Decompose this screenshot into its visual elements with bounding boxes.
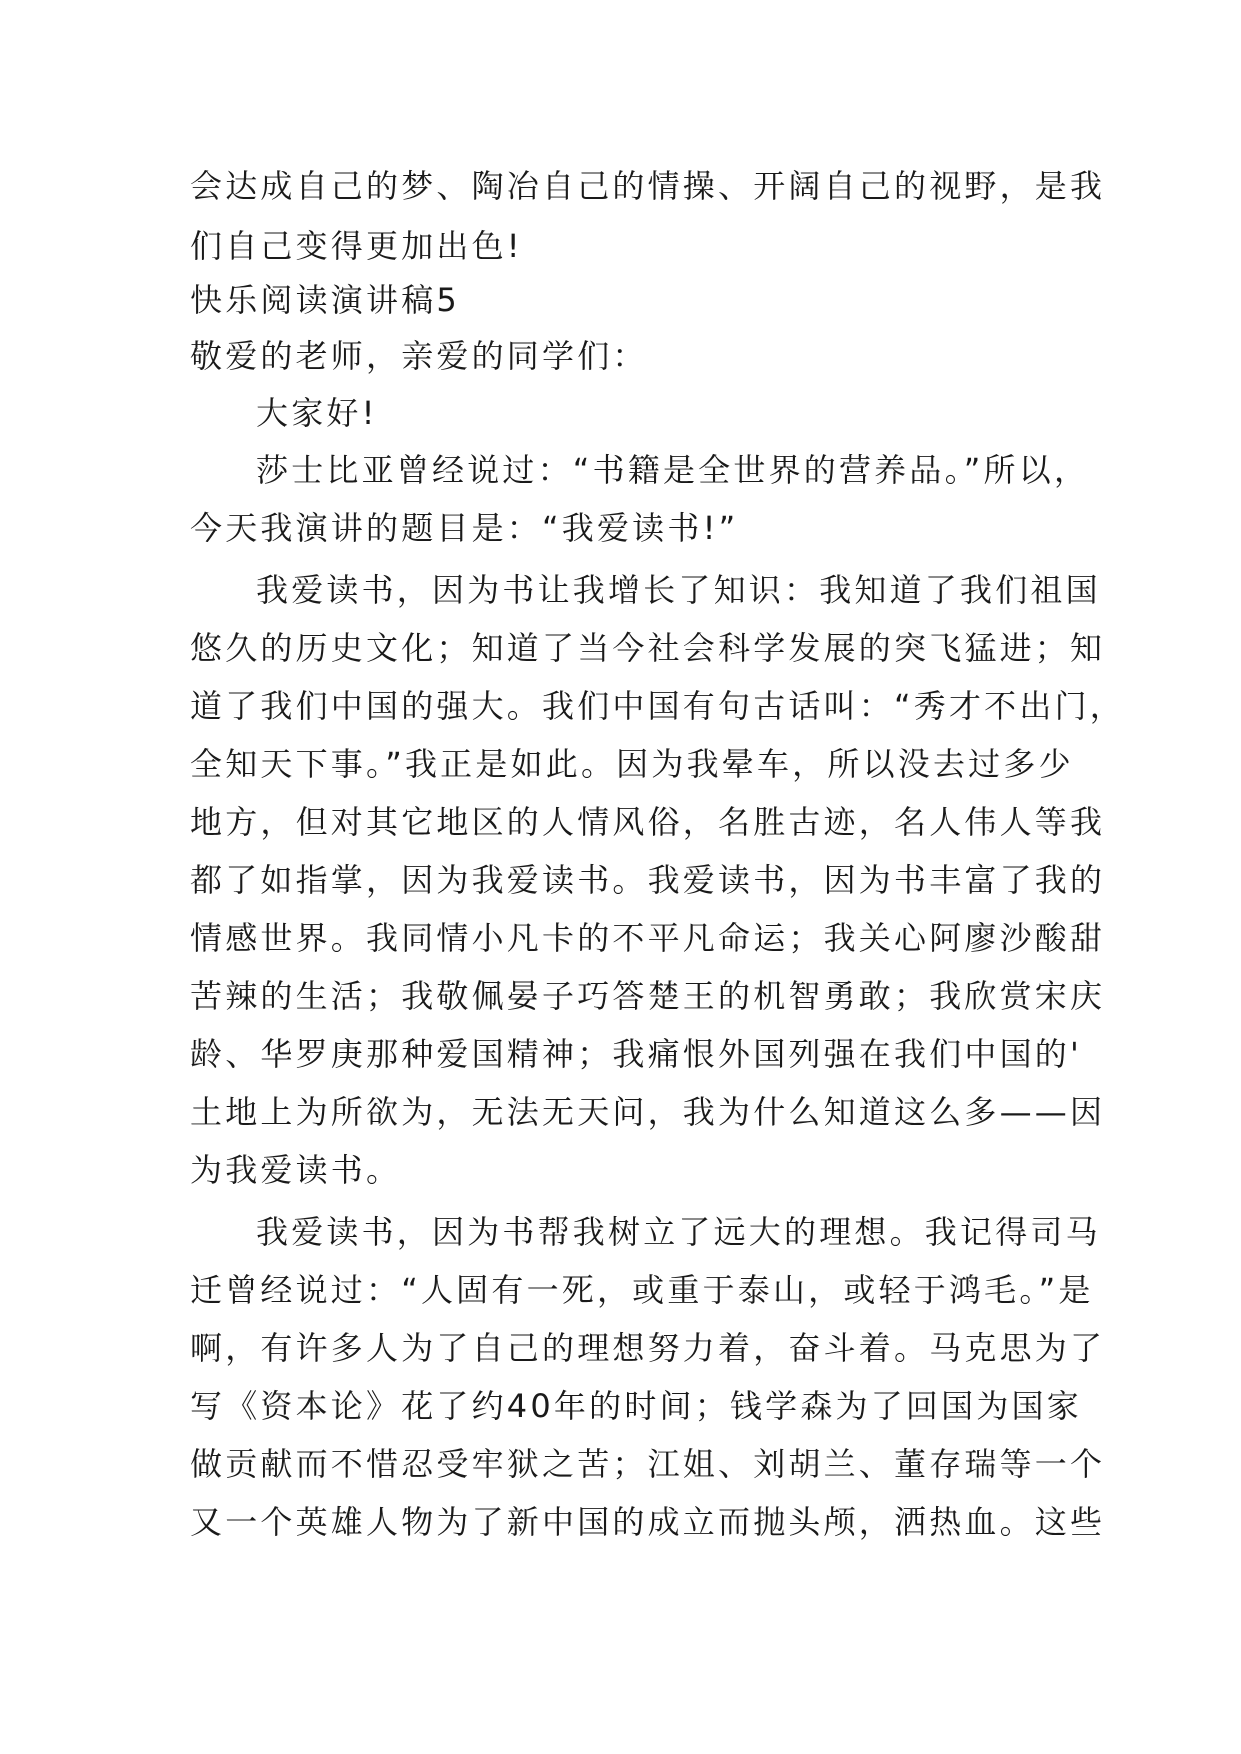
paragraph-line: 情感世界。我同情小凡卡的不平凡命运；我关心阿廖沙酸甜 (190, 919, 1106, 957)
paragraph-line: 都了如指掌，因为我爱读书。我爱读书，因为书丰富了我的 (190, 861, 1106, 899)
paragraph-line: 为我爱读书。 (190, 1151, 402, 1189)
paragraph-line: 土地上为所欲为，无法无天问，我为什么知道这么多——因 (190, 1093, 1106, 1131)
salutation: 敬爱的老师，亲爱的同学们： (190, 337, 648, 375)
paragraph-line: 悠久的历史文化；知道了当今社会科学发展的突飞猛进；知 (190, 629, 1106, 667)
paragraph-line: 道了我们中国的强大。我们中国有句古话叫：“秀才不出门， (190, 687, 1125, 725)
paragraph-line: 迁曾经说过：“人固有一死，或重于泰山，或轻于鸿毛。”是 (190, 1271, 1094, 1309)
paragraph-line: 苦辣的生活；我敬佩晏子巧答楚王的机智勇敢；我欣赏宋庆 (190, 977, 1106, 1015)
paragraph-line: 写《资本论》花了约40年的时间；钱学森为了回国为国家 (190, 1387, 1082, 1425)
paragraph-line: 我爱读书，因为书让我增长了知识：我知道了我们祖国 (256, 571, 1101, 609)
paragraph-line: 今天我演讲的题目是：“我爱读书!” (190, 509, 739, 547)
paragraph-line: 做贡献而不惜忍受牢狱之苦；江姐、刘胡兰、董存瑞等一个 (190, 1445, 1106, 1483)
greeting: 大家好! (256, 394, 378, 432)
paragraph-line: 我爱读书，因为书帮我树立了远大的理想。我记得司马 (256, 1213, 1101, 1251)
paragraph-line: 全知天下事。”我正是如此。因为我晕车，所以没去过多少 (190, 745, 1074, 783)
paragraph-line: 龄、华罗庚那种爱国精神；我痛恨外国列强在我们中国的' (190, 1035, 1082, 1073)
text-line: 会达成自己的梦、陶冶自己的情操、开阔自己的视野，是我 (190, 167, 1106, 205)
paragraph-line: 莎士比亚曾经说过：“书籍是全世界的营养品。”所以， (256, 451, 1090, 489)
section-heading: 快乐阅读演讲稿5 (190, 281, 460, 319)
paragraph-line: 又一个英雄人物为了新中国的成立而抛头颅，洒热血。这些 (190, 1503, 1106, 1541)
text-line: 们自己变得更加出色! (190, 227, 523, 265)
paragraph-line: 地方，但对其它地区的人情风俗，名胜古迹，名人伟人等我 (190, 803, 1106, 841)
paragraph-line: 啊，有许多人为了自己的理想努力着，奋斗着。马克思为了 (190, 1329, 1106, 1367)
